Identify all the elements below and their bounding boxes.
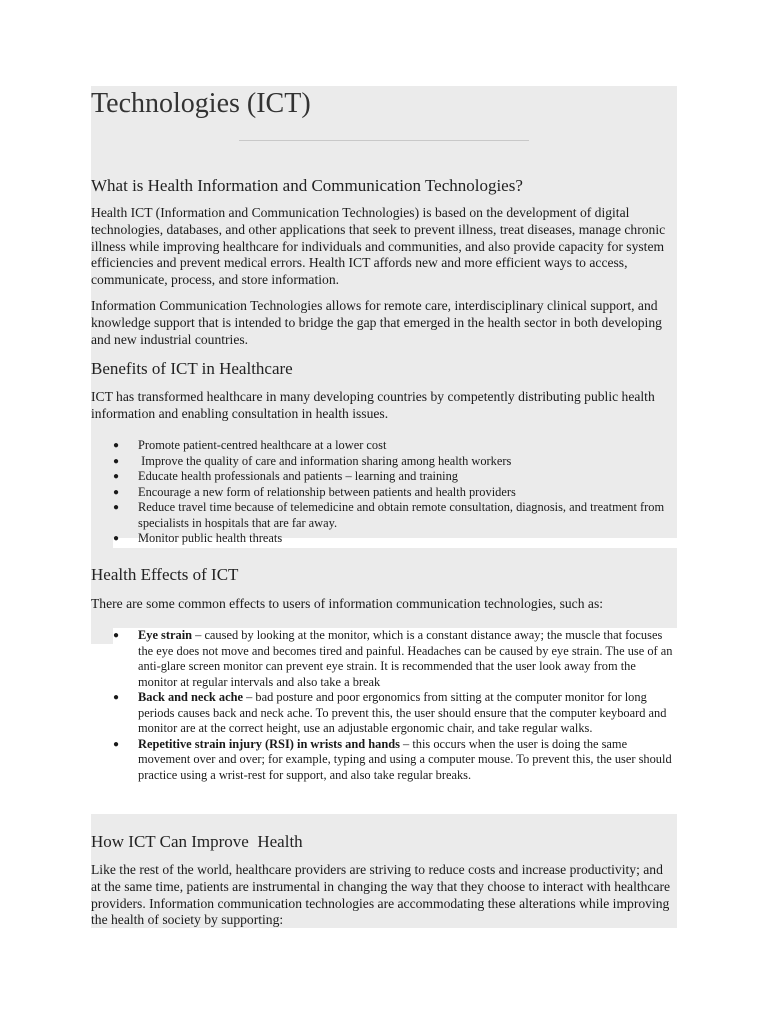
- list-item-text: Improve the quality of care and information sharing among health workers: [138, 453, 512, 468]
- list-item-text: Promote patient-centred healthcare at a lower cost: [138, 438, 387, 452]
- effects-list: [91, 628, 676, 783]
- list-item: [91, 500, 676, 531]
- list-item-text: Encourage a new form of relationship between patients and health providers: [138, 484, 516, 499]
- list-item-term: Eye strain: [138, 628, 193, 642]
- list-item: [91, 438, 676, 454]
- bullet-icon: ●: [113, 738, 120, 750]
- title-divider: [239, 140, 529, 141]
- page-title: Technologies (ICT): [91, 88, 311, 119]
- section-heading-what-is: What is Health Information and Communication Technologies?: [91, 176, 523, 195]
- bullet-icon: ●: [113, 630, 120, 641]
- list-item-term: Repetitive strain injury (RSI) in wrists and hands: [138, 736, 400, 751]
- list-item: [91, 531, 676, 547]
- list-item: [91, 690, 676, 737]
- benefits-list: [91, 438, 676, 547]
- list-item: [91, 469, 676, 485]
- list-item: [91, 737, 676, 784]
- paragraph-effects-intro: There are some common effects to users of information communication technologies, such as:: [91, 596, 604, 611]
- list-item-term: Back and neck ache: [138, 690, 243, 704]
- bullet-icon: ●: [113, 440, 120, 451]
- bullet-icon: ●: [113, 502, 120, 513]
- section-heading-benefits: Benefits of ICT in Healthcare: [91, 359, 293, 378]
- paragraph-definition: Health ICT (Information and Communication Technologies) is based on the development of digital technologies, databases, and other applications that seek to prevent illness, treat diseases, manage chronic illness while improving healthcare for individuals and communities, and also provide capacity for system efficiencies and prevent medical errors. Health ICT affords new and more efficient ways to access, communicate, process, and store information.: [91, 205, 666, 288]
- paragraph-benefits-intro: ICT has transformed healthcare in many developing countries by competently distributing public health information and enabling consultation in health issues.: [91, 389, 655, 421]
- highlight-block: [91, 548, 677, 628]
- section-heading-health-effects: Health Effects of ICT: [91, 565, 239, 584]
- bullet-icon: ●: [113, 471, 120, 482]
- bullet-icon: ●: [113, 692, 120, 703]
- bullet-icon: ●: [113, 486, 120, 498]
- list-item: [91, 628, 676, 690]
- paragraph-remote-care: Information Communication Technologies allows for remote care, interdisciplinary clinical support, and knowledge support that is intended to bridge the gap that emerged in the health sector in both developing and new industrial countries.: [91, 298, 662, 347]
- list-item-text: Reduce travel time because of telemedicine and obtain remote consultation, diagnosis, and treatment from specialists in hospitals that are far away.: [138, 500, 665, 530]
- section-heading-how-ict-improves: How ICT Can Improve Health: [91, 832, 303, 851]
- list-item-text: – this occurs when the user is doing the same movement over and over; for example, typing and using a computer mouse. To prevent this, the user should practice using a wrist-rest for support, and also take regular breaks.: [138, 736, 672, 782]
- list-item-text: Educate health professionals and patients – learning and training: [138, 469, 458, 483]
- list-item: [91, 454, 676, 470]
- bullet-icon: ●: [113, 455, 120, 467]
- list-item-text: Monitor public health threats: [138, 531, 283, 545]
- list-item-text: – bad posture and poor ergonomics from sitting at the computer monitor for long periods causes back and neck ache. To prevent this, the user should ensure that the computer keyboard and monitor are at the correct height, use an adjustable ergonomic chair, and take regular walks.: [138, 690, 667, 735]
- bullet-icon: ●: [113, 533, 120, 544]
- list-item-text: – caused by looking at the monitor, which is a constant distance away; the muscle that focuses the eye does not move and becomes tired and painful. Headaches can be caused by eye strain. The use of an anti-glare screen monitor can prevent eye strain. It is recommended that the user look away from the monitor at regular intervals and also take a break: [138, 628, 673, 689]
- list-item: [91, 485, 676, 501]
- paragraph-improve: Like the rest of the world, healthcare providers are striving to reduce costs and increase productivity; and at the same time, patients are instrumental in changing the way that they choose to interact with healthcare providers. Information communication technologies are accommodating these alterations while improving the health of society by supporting:: [91, 862, 671, 928]
